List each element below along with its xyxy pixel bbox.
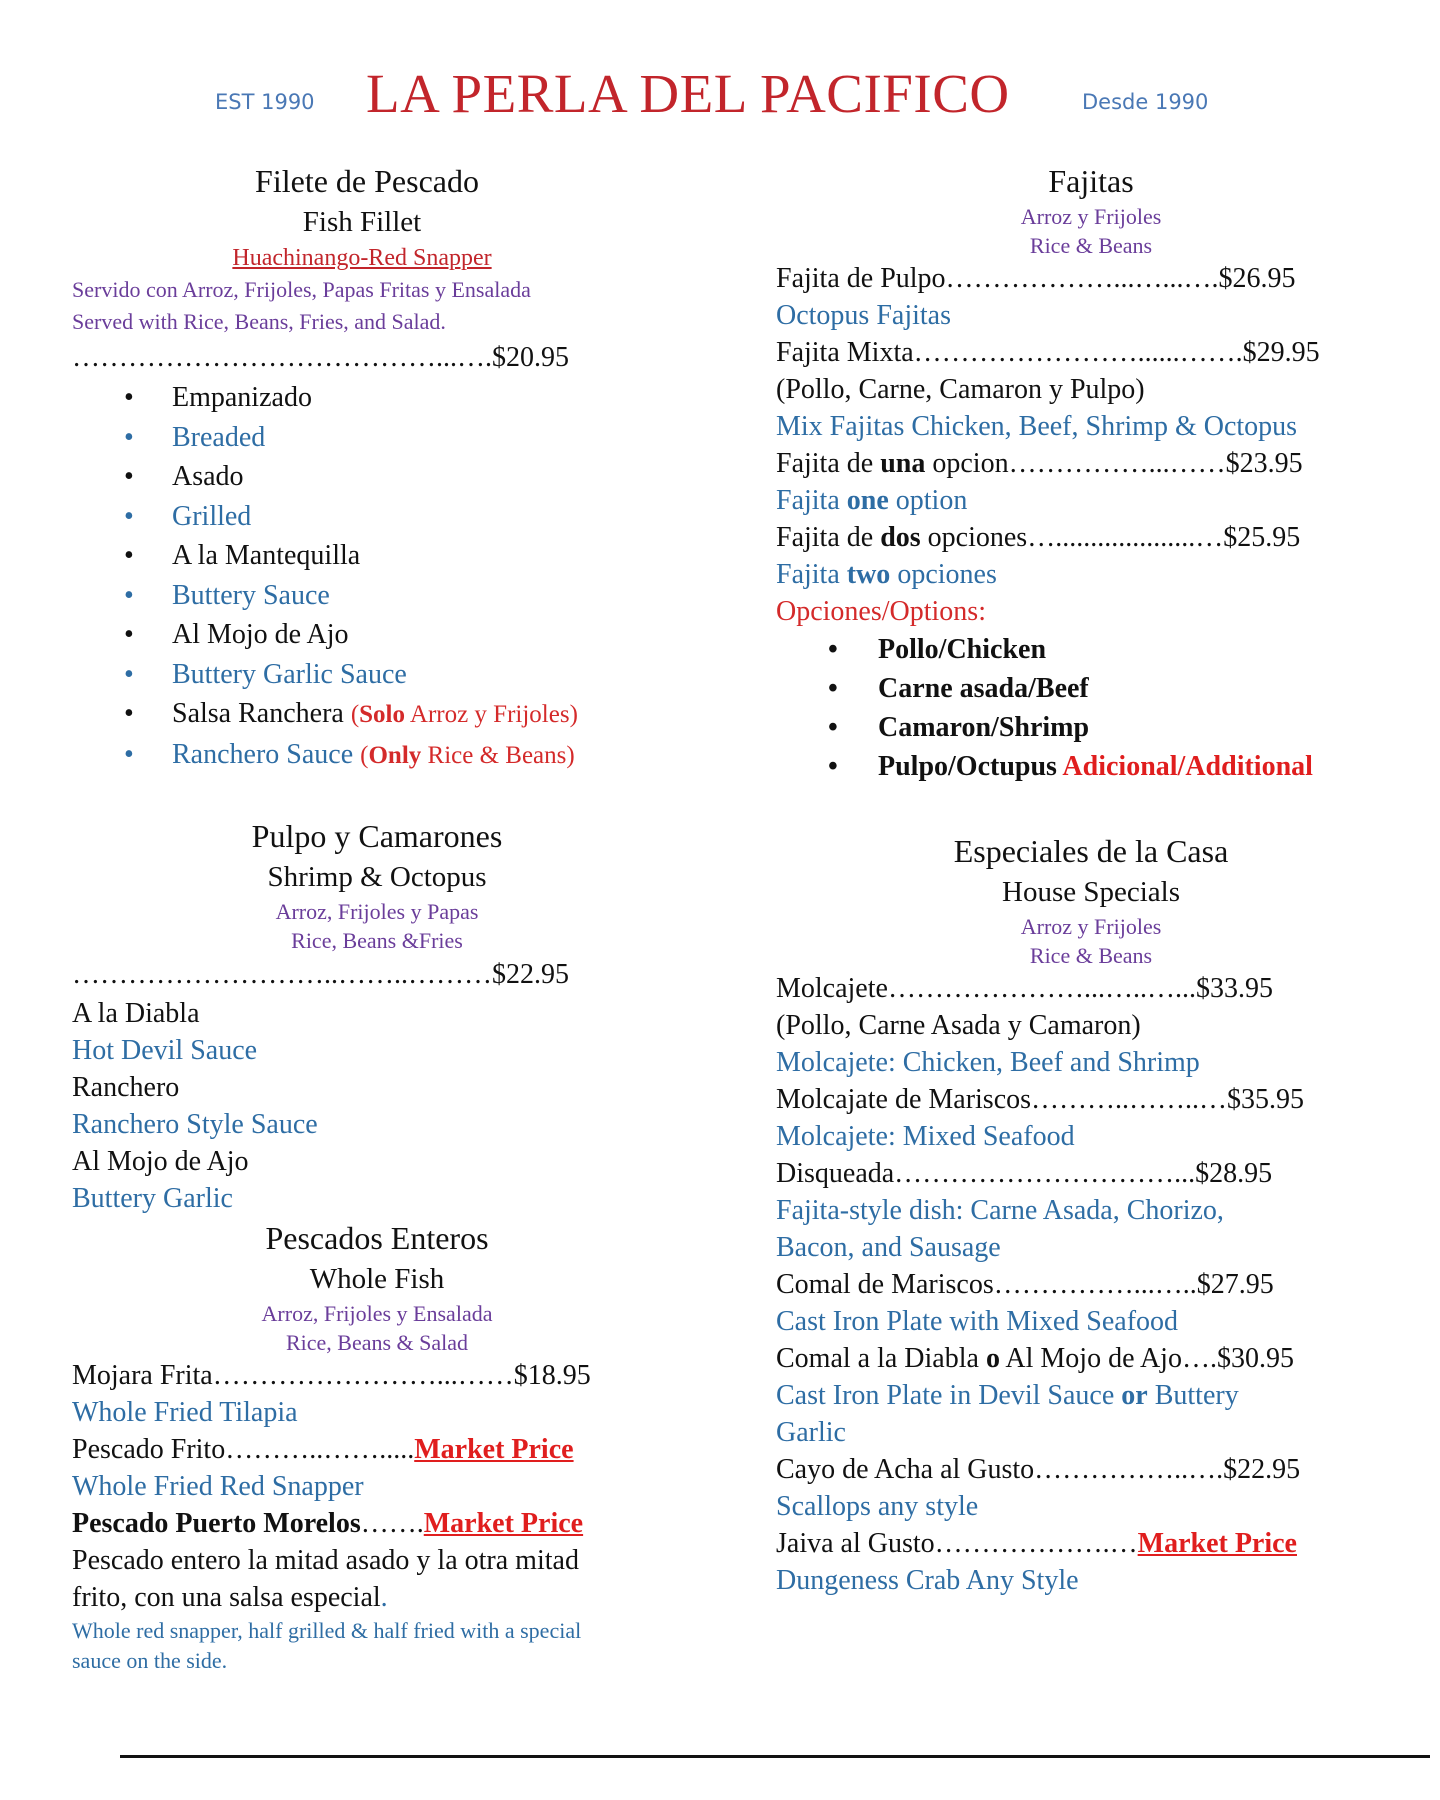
menu-item-en: Whole Fried Tilapia <box>72 1397 298 1428</box>
restaurant-title: LA PERLA DEL PACIFICO <box>366 63 1010 124</box>
bullet-icon: • <box>124 579 134 611</box>
bullet-icon: • <box>124 738 134 770</box>
option-en: Grilled <box>172 500 252 532</box>
fillet-options-list <box>72 378 682 775</box>
additional-note: Adicional/Additional <box>1062 751 1313 782</box>
sides-es: Arroz, Frijoles y Ensalada <box>261 1301 493 1326</box>
fish-type: Huachinango-Red Snapper <box>232 245 492 271</box>
list-item <box>72 418 682 458</box>
section-subtitle: Fish Fillet <box>302 206 422 238</box>
option-note: (Solo Arroz y Frijoles) <box>350 701 578 728</box>
shrimp-octopus-section <box>72 815 682 1217</box>
menu-item: Pescado Puerto Morelos…….Market Price <box>72 1508 584 1539</box>
list-item <box>72 735 682 776</box>
list-item <box>72 615 682 655</box>
item-description: (Pollo, Carne, Camaron y Pulpo) <box>776 374 1145 405</box>
list-item: • Pollo/Chicken <box>776 630 1406 669</box>
sides-en: Rice, Beans &Fries <box>291 928 463 953</box>
option-note: (Only Rice & Beans) <box>360 741 575 769</box>
style-es: Ranchero <box>72 1072 180 1103</box>
fillet-price: …………………………………...….$20.95 <box>72 342 569 373</box>
menu-item: Pescado Frito………..…….....Market Price <box>72 1434 574 1465</box>
menu-item-en: Whole Fried Red Snapper <box>72 1471 364 1502</box>
style-en: Buttery Garlic <box>72 1183 233 1214</box>
bullet-icon: • <box>124 421 134 453</box>
market-price: Market Price <box>1137 1528 1297 1559</box>
list-item <box>72 536 682 576</box>
menu-header <box>0 62 1440 132</box>
menu-item-en: Fajita one option <box>776 485 968 516</box>
sides-es: Arroz y Frijoles <box>1020 204 1162 229</box>
option-es: A la Mantequilla <box>172 540 361 571</box>
menu-item: Fajita de dos opciones…....................…$25.95 <box>776 522 1301 553</box>
right-column <box>776 160 1406 1599</box>
menu-item-en: Scallops any style <box>776 1491 979 1522</box>
fajita-options-list <box>776 630 1406 786</box>
section-subtitle: Shrimp & Octopus <box>267 861 487 893</box>
sides-es: Arroz y Frijoles <box>1020 914 1162 939</box>
section-subtitle: House Specials <box>1002 876 1180 908</box>
option-en: Buttery Garlic Sauce <box>172 658 407 690</box>
served-with-en: Served with Rice, Beans, Fries, and Salad. <box>72 309 446 334</box>
menu-item-en: Molcajete: Mixed Seafood <box>776 1121 1075 1152</box>
menu-item: Molcajete…………………...…..…...$33.95 <box>776 973 1273 1004</box>
section-title: Pulpo y Camarones <box>251 818 503 854</box>
item-description: Pescado entero la mitad asado y la otra mitad <box>72 1545 579 1576</box>
option-es: Al Mojo de Ajo <box>172 619 349 650</box>
style-en: Hot Devil Sauce <box>72 1035 258 1066</box>
bullet-icon: • <box>124 698 134 729</box>
bottom-divider <box>120 1755 1430 1758</box>
desde-label: Desde 1990 <box>1082 90 1209 114</box>
whole-fish-section <box>72 1217 682 1676</box>
list-item: • Camaron/Shrimp <box>776 708 1406 747</box>
item-description: (Pollo, Carne Asada y Camaron) <box>776 1010 1141 1041</box>
menu-item: Comal a la Diabla o Al Mojo de Ajo….$30.95 <box>776 1343 1294 1374</box>
menu-item: Fajita Mixta……………………......…….$29.95 <box>776 337 1320 368</box>
sides-en: Rice, Beans & Salad <box>285 1330 469 1355</box>
market-price: Market Price <box>414 1434 574 1465</box>
menu-item: Jaiva al Gusto……………….…Market Price <box>776 1528 1297 1559</box>
established-label: EST 1990 <box>215 90 315 114</box>
menu-item-en: Octopus Fajitas <box>776 300 951 331</box>
section-title: Pescados Enteros <box>265 1220 489 1256</box>
bullet-icon: • <box>124 382 134 413</box>
sides-en: Rice & Beans <box>1029 943 1153 968</box>
option-en: Ranchero Sauce <box>172 738 354 770</box>
menu-item: Fajita de Pulpo………………...…...….$26.95 <box>776 263 1296 294</box>
pulpo-price: ………………………..……..………$22.95 <box>72 959 569 990</box>
bullet-icon: • <box>828 634 838 665</box>
menu-item: Disqueada…………………………...$28.95 <box>776 1158 1273 1189</box>
item-description-en: Whole red snapper, half grilled & half fried with a special <box>72 1618 582 1643</box>
style-en: Ranchero Style Sauce <box>72 1109 318 1140</box>
menu-item: Fajita de una opcion……………...……$23.95 <box>776 448 1303 479</box>
bullet-icon: • <box>124 461 134 492</box>
menu-item: Mojara Frita……………………...……$18.95 <box>72 1360 591 1391</box>
section-title: Especiales de la Casa <box>953 833 1229 869</box>
sides-en: Rice & Beans <box>1029 233 1153 258</box>
style-es: Al Mojo de Ajo <box>72 1146 249 1177</box>
menu-item: Comal de Mariscos……………...…..$27.95 <box>776 1269 1274 1300</box>
bullet-icon: • <box>124 658 134 690</box>
section-title: Fajitas <box>1048 163 1134 199</box>
option-es: Salsa Ranchera <box>172 698 344 729</box>
bullet-icon: • <box>828 751 838 782</box>
list-item <box>72 694 682 735</box>
menu-item: Molcajate de Mariscos………..……..…$35.95 <box>776 1084 1305 1115</box>
menu-item-en: Dungeness Crab Any Style <box>776 1565 1079 1596</box>
house-specials-section <box>776 830 1406 1599</box>
item-description: frito, con una salsa especial. <box>72 1582 388 1613</box>
bullet-icon: • <box>124 619 134 650</box>
menu-item-en: Cast Iron Plate with Mixed Seafood <box>776 1306 1179 1337</box>
menu-item-en: Mix Fajitas Chicken, Beef, Shrimp & Octopus <box>776 411 1298 442</box>
list-item <box>72 457 682 497</box>
bullet-icon: • <box>124 500 134 532</box>
bullet-icon: • <box>124 540 134 571</box>
served-with-es: Servido con Arroz, Frijoles, Papas Fritas y Ensalada <box>72 277 531 302</box>
list-item <box>72 497 682 537</box>
menu-item-en: Garlic <box>776 1417 846 1448</box>
fish-fillet-section <box>72 160 682 775</box>
market-price: Market Price <box>423 1508 584 1539</box>
bullet-icon: • <box>828 712 838 743</box>
options-label: Opciones/Options: <box>776 596 986 627</box>
menu-item-en: Molcajete: Chicken, Beef and Shrimp <box>776 1047 1200 1078</box>
list-item <box>72 378 682 418</box>
list-item: • Carne asada/Beef <box>776 669 1406 708</box>
fajitas-section <box>776 160 1406 786</box>
section-title: Filete de Pescado <box>255 163 479 199</box>
section-subtitle: Whole Fish <box>309 1263 445 1295</box>
style-es: A la Diabla <box>72 998 200 1029</box>
left-column <box>72 160 682 1676</box>
item-description-en: sauce on the side. <box>72 1648 228 1673</box>
menu-item: Cayo de Acha al Gusto……………..….$22.95 <box>776 1454 1301 1485</box>
list-item <box>72 576 682 616</box>
option-en: Breaded <box>172 421 266 453</box>
option-es: Empanizado <box>172 382 312 413</box>
menu-item-en: Bacon, and Sausage <box>776 1232 1001 1263</box>
sides-es: Arroz, Frijoles y Papas <box>275 899 479 924</box>
menu-item-en: Cast Iron Plate in Devil Sauce or Buttery <box>776 1380 1239 1411</box>
list-item <box>72 655 682 695</box>
bullet-icon: • <box>828 673 838 704</box>
option-es: Asado <box>172 461 244 492</box>
option-en: Buttery Sauce <box>172 579 330 611</box>
menu-item-en: Fajita-style dish: Carne Asada, Chorizo, <box>776 1195 1224 1226</box>
list-item: • Pulpo/Octupus Adicional/Additional <box>776 747 1406 786</box>
menu-item-en: Fajita two opciones <box>776 559 997 590</box>
